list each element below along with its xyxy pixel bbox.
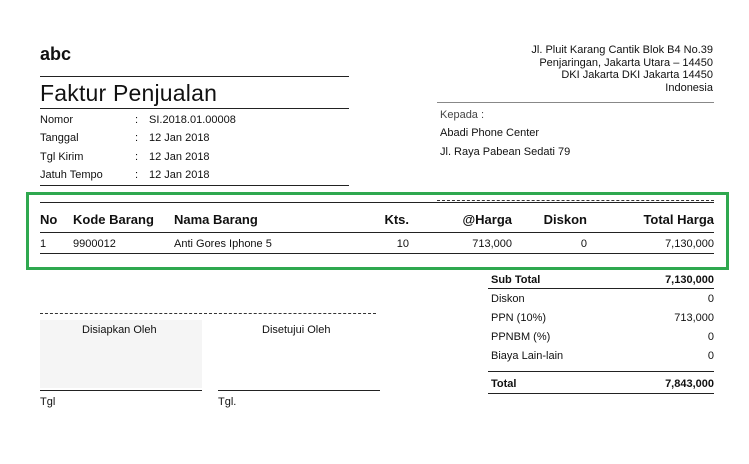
cell-price: 713,000 [472, 238, 512, 250]
summary-other-value: 0 [707, 350, 714, 362]
company-address [531, 44, 713, 94]
header-name: Nama Barang [174, 212, 258, 227]
header-code: Kode Barang [73, 212, 154, 227]
customer-top-rule [437, 102, 714, 103]
approved-date-label: Tgl. [218, 396, 237, 408]
header-discount: Diskon [543, 212, 587, 227]
header-qty: Kts. [384, 212, 409, 227]
customer-label: Kepada : [440, 109, 485, 121]
address-line-2: Penjaringan, Jakarta Utara – 14450 [539, 56, 713, 69]
cell-total: 7,130,000 [665, 238, 714, 250]
header-price: @Harga [462, 212, 512, 227]
approved-signature-line [218, 390, 380, 391]
page-title: Faktur Penjualan [40, 80, 218, 106]
field-colon: : [135, 151, 139, 163]
field-colon: : [135, 114, 139, 126]
summary-ppn-label: PPN (10%) [491, 312, 547, 324]
cell-qty: 10 [396, 238, 409, 250]
cell-no: 1 [40, 238, 47, 250]
summary-discount-label: Diskon [491, 293, 525, 305]
address-line-1: Jl. Pluit Karang Cantik Blok B4 No.39 [531, 44, 713, 56]
field-value: 12 Jan 2018 [149, 132, 210, 144]
field-colon: : [135, 132, 139, 144]
summary-subtotal-value: 7,130,000 [665, 274, 714, 286]
company-name: abc [40, 44, 72, 64]
summary-subtotal-label: Sub Total [491, 274, 541, 286]
meta-bottom-rule [40, 185, 349, 186]
prepared-date-label: Tgl [40, 396, 56, 408]
field-value: 12 Jan 2018 [149, 151, 210, 163]
summary-ppn-value: 713,000 [674, 312, 714, 324]
prepared-by-label: Disiapkan Oleh [82, 324, 157, 336]
cell-code: 9900012 [73, 238, 116, 250]
cell-name: Anti Gores Iphone 5 [174, 238, 272, 250]
highlight-frame [26, 192, 729, 270]
summary-bottom-rule [488, 393, 714, 394]
summary-ppnbm-value: 0 [707, 331, 714, 343]
address-line-3: DKI Jakarta DKI Jakarta 14450 [561, 69, 713, 81]
field-label: Tanggal [40, 132, 79, 144]
title-bottom-rule [40, 108, 349, 109]
summary-discount-value: 0 [707, 293, 714, 305]
summary-ppnbm-label: PPNBM (%) [491, 331, 551, 343]
summary-other-label: Biaya Lain-lain [491, 350, 564, 362]
summary-total-label: Total [491, 378, 517, 390]
prepared-signature-line [40, 390, 202, 391]
header-no: No [40, 212, 58, 227]
summary-total-rule [488, 371, 714, 372]
address-line-4: Indonesia [665, 81, 713, 94]
field-label: Tgl Kirim [40, 151, 84, 163]
customer-address: Jl. Raya Pabean Sedati 79 [440, 146, 571, 158]
approved-by-label: Disetujui Oleh [262, 324, 331, 336]
cell-discount: 0 [580, 238, 587, 250]
field-label: Jatuh Tempo [40, 169, 103, 181]
field-value: SI.2018.01.00008 [149, 114, 236, 126]
signature-dashed-rule [40, 313, 376, 314]
field-colon: : [135, 169, 139, 181]
field-label: Nomor [40, 114, 74, 126]
customer-name: Abadi Phone Center [440, 127, 540, 139]
field-value: 12 Jan 2018 [149, 169, 210, 181]
summary-total-value: 7,843,000 [665, 378, 714, 390]
title-top-rule [40, 76, 349, 77]
header-total: Total Harga [643, 212, 714, 227]
summary-rule [488, 288, 714, 289]
